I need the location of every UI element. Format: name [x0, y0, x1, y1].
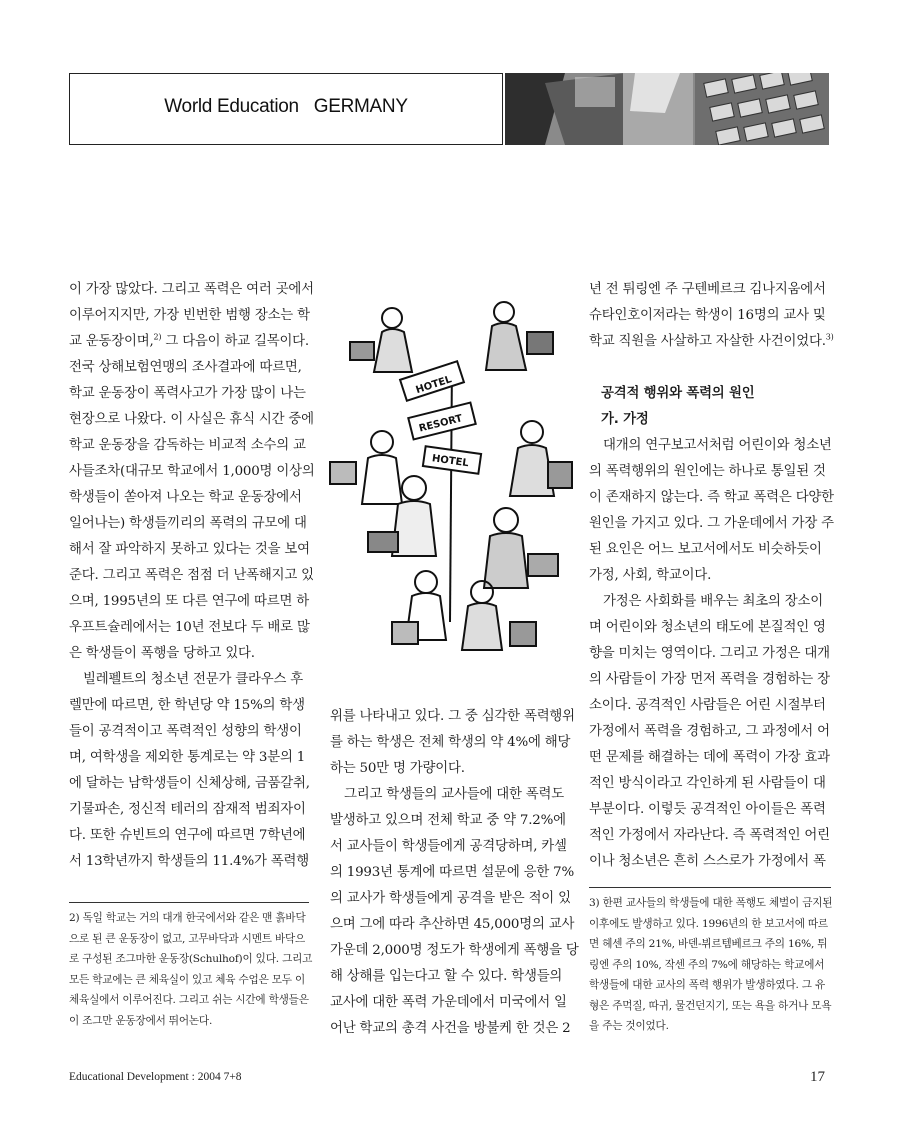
footnote-divider [69, 902, 309, 903]
text-line: 슈타인호이저라는 학생이 16명의 교사 및 [589, 308, 826, 323]
footnote-ref-2: 2) [153, 332, 162, 342]
text-line: 은 학생들이 폭행을 당하고 있다. [69, 646, 255, 661]
text-line: 이 존재하지 않는다. 즉 학교 폭력은 다양한 [589, 490, 834, 505]
text-line: 를 하는 학생은 전체 학생의 약 4%에 해당 [330, 735, 571, 750]
text-line: 가정에서 폭력을 경험하고, 그 과정에서 어 [589, 724, 830, 739]
text-line: 가정은 사회화를 배우는 최초의 장소이 [603, 594, 823, 609]
text-line: 이 가장 많았다. 그리고 폭력은 여러 곳에서 [69, 282, 314, 297]
text-line: 으며, 1995년의 또 다른 연구에 따르면 하 [69, 594, 309, 609]
text-line: 소이다. 공격적인 사람들은 어린 시절부터 [589, 698, 826, 713]
text-line: 부분이다. 이렇듯 공격적인 아이들은 폭력 [589, 802, 826, 817]
text-line: 다. 또한 슈빈트의 연구에 따르면 7학년에 [69, 828, 306, 843]
text-line: 우프트슐레에서는 10년 전보다 두 배로 많 [69, 620, 310, 635]
section-heading: 공격적 행위와 폭력의 원인 [601, 386, 755, 401]
text-line: 이루어지지만, 가장 빈번한 범행 장소는 학 [69, 308, 310, 323]
text-line: 의 1993년 통계에 따르면 설문에 응한 7% [330, 865, 575, 880]
text-line: 발생하고 있으며 전체 학교 중 약 7.2%에 [330, 813, 566, 828]
text-line: 적인 가정에서 자라난다. 즉 폭력적인 어린 [589, 828, 830, 843]
text-line: 빌레펠트의 청소년 전문가 클라우스 후 [83, 672, 303, 687]
text-line: 가정, 사회, 학교이다. [589, 568, 712, 583]
text-line: 적인 방식이라고 각인하게 된 사람들이 대 [589, 776, 826, 791]
text-line: 학교 직원을 사살하고 자살한 사건이었다.$^{3)}$ [589, 332, 834, 349]
text-line: 년 전 튀링엔 주 구텐베르크 김나지움에서 [589, 282, 826, 297]
text-line: 어난 학교의 총격 사건을 방불케 한 것은 2 [330, 1021, 571, 1036]
text-line: 위를 나타내고 있다. 그 중 심각한 폭력행위 [330, 709, 575, 724]
text-line: 향을 미치는 영역이다. 그리고 가정은 대개 [589, 646, 830, 661]
sign-hotel-1: HOTEL [414, 374, 454, 397]
text-line: 해서 잘 파악하지 못하고 있다는 것을 보여 [69, 542, 310, 557]
text-line: 며 어린이와 청소년의 태도에 본질적인 영 [589, 620, 826, 635]
text-line: 서 교사들이 학생들에게 공격당하며, 카셀 [330, 839, 567, 854]
page-number: 17 [810, 1069, 825, 1085]
text-line: 해 상해를 입는다고 할 수 있다. 학생들의 [330, 969, 563, 984]
text-line: 서 13학년까지 학생들의 11.4%가 폭력행 [69, 854, 309, 869]
left-column [69, 277, 315, 875]
text-line: 학교 운동장을 감독하는 비교적 소수의 교 [69, 438, 306, 453]
text-line: 그리고 학생들의 교사들에 대한 폭력도 [344, 787, 564, 802]
text-line: 렐만에 따르면, 한 학년당 약 15%의 학생 [69, 698, 305, 713]
footer-publication: Educational Development : 2004 7+8 [69, 1071, 242, 1083]
header-photo-collage [505, 73, 829, 145]
text-line: 가운데 2,000명 정도가 학생에게 폭행을 당 [330, 943, 579, 958]
text-line: 하는 50만 명 가량이다. [330, 761, 465, 776]
header-title: World Education GERMANY [164, 96, 408, 117]
text-line: 교사에 대한 폭력 가운데에서 미국에서 일 [330, 995, 567, 1010]
text-line: 의 교사가 학생들에게 공격을 받은 적이 있 [330, 891, 571, 906]
text-line: 원인을 가지고 있다. 그 가운데에서 가장 주 [589, 516, 834, 531]
header-title-box [69, 73, 503, 145]
illustration-travelers [322, 292, 580, 672]
text-line: 전국 상해보험연맹의 조사결과에 따르면, [69, 360, 302, 375]
sign-hotel-2: HOTEL [431, 453, 470, 470]
subsection-heading: 가. 가정 [601, 412, 649, 427]
text-line: 준다. 그리고 폭력은 점점 더 난폭해지고 있 [69, 568, 314, 583]
text-line: 떤 문제를 해결하는 데에 폭력이 가장 효과 [589, 750, 830, 765]
footnote-ref-3: 3) [825, 332, 834, 342]
sign-resort: RESORT [417, 413, 464, 435]
right-column [589, 277, 834, 875]
footnote-2: 2) 독일 학교는 거의 대개 한국에서와 같은 맨 흙바닥 으로 된 큰 운동장이 없고, 고무바닥과 시멘트 바닥으 로 구성된 조그마한 운동장(Schulhof)이 있다. 그리고 모든 학교에는 큰 체육실이 있고 체육 수업은 모두 이 체육실에서 이루어진다. 그리고 쉬는 시간에 학생들은 이 조그만 운동장에서 뛰어논다. [69, 912, 313, 1027]
text-line: 며, 여학생을 제외한 통계로는 약 3분의 1 [69, 750, 306, 765]
text-line: 현장으로 나왔다. 이 사실은 휴식 시간 중에 [69, 412, 314, 427]
text-line: 이나 청소년은 흔히 스스로가 가정에서 폭 [589, 854, 826, 869]
text-line: 학생들이 쏟아져 나오는 학교 운동장에서 [69, 490, 302, 505]
text-line: 으며 그에 따라 추산하면 45,000명의 교사 [330, 917, 575, 932]
text-line: 기물파손, 정신적 테러의 잠재적 범죄자이 [69, 802, 306, 817]
text-line: 의 폭력행위의 원인에는 하나로 통일된 것 [589, 464, 826, 479]
text-line: 일어나는) 학생들끼리의 폭력의 규모에 대 [69, 516, 307, 531]
footnote-divider [589, 887, 831, 888]
spacer [589, 355, 831, 381]
text-line: 들이 공격적이고 폭력적인 성향의 학생이 [69, 724, 302, 739]
middle-column [330, 704, 579, 1042]
text-line: 학교 운동장이 폭력사고가 가장 많이 나는 [69, 386, 306, 401]
text-line: 의 사람들이 가장 먼저 폭력을 경험하는 장 [589, 672, 830, 687]
text-line: 사들조차(대규모 학교에서 1,000명 이상의 [69, 464, 315, 479]
text-line: 교 운동장이며,$^{2)}$ 그 다음이 하교 길목이다. [69, 332, 309, 349]
text-line: 된 요인은 어느 보고서에서도 비슷하듯이 [589, 542, 822, 557]
text-line: 대개의 연구보고서처럼 어린이와 청소년 [603, 438, 832, 453]
text-line: 에 달하는 남학생들이 신체상해, 금품갈취, [69, 776, 310, 791]
footnote-3: 3) 한편 교사들의 학생들에 대한 폭행도 체벌이 금지된 이후에도 발생하고 있다. 1996년의 한 보고서에 따르 면 헤센 주의 21%, 바덴-뷔르템베르크 주의 16%, 튀 링엔 주의 10%, 작센 주의 7%에 해당하는 학교에서 학생들에 대한 교사의 폭력 행위가 발생하였다. 그 유 형은 주먹질, 따귀, 물건던지기, 또는 욕을 하거나 모욕 을 주는 것이었다. [589, 897, 833, 1032]
